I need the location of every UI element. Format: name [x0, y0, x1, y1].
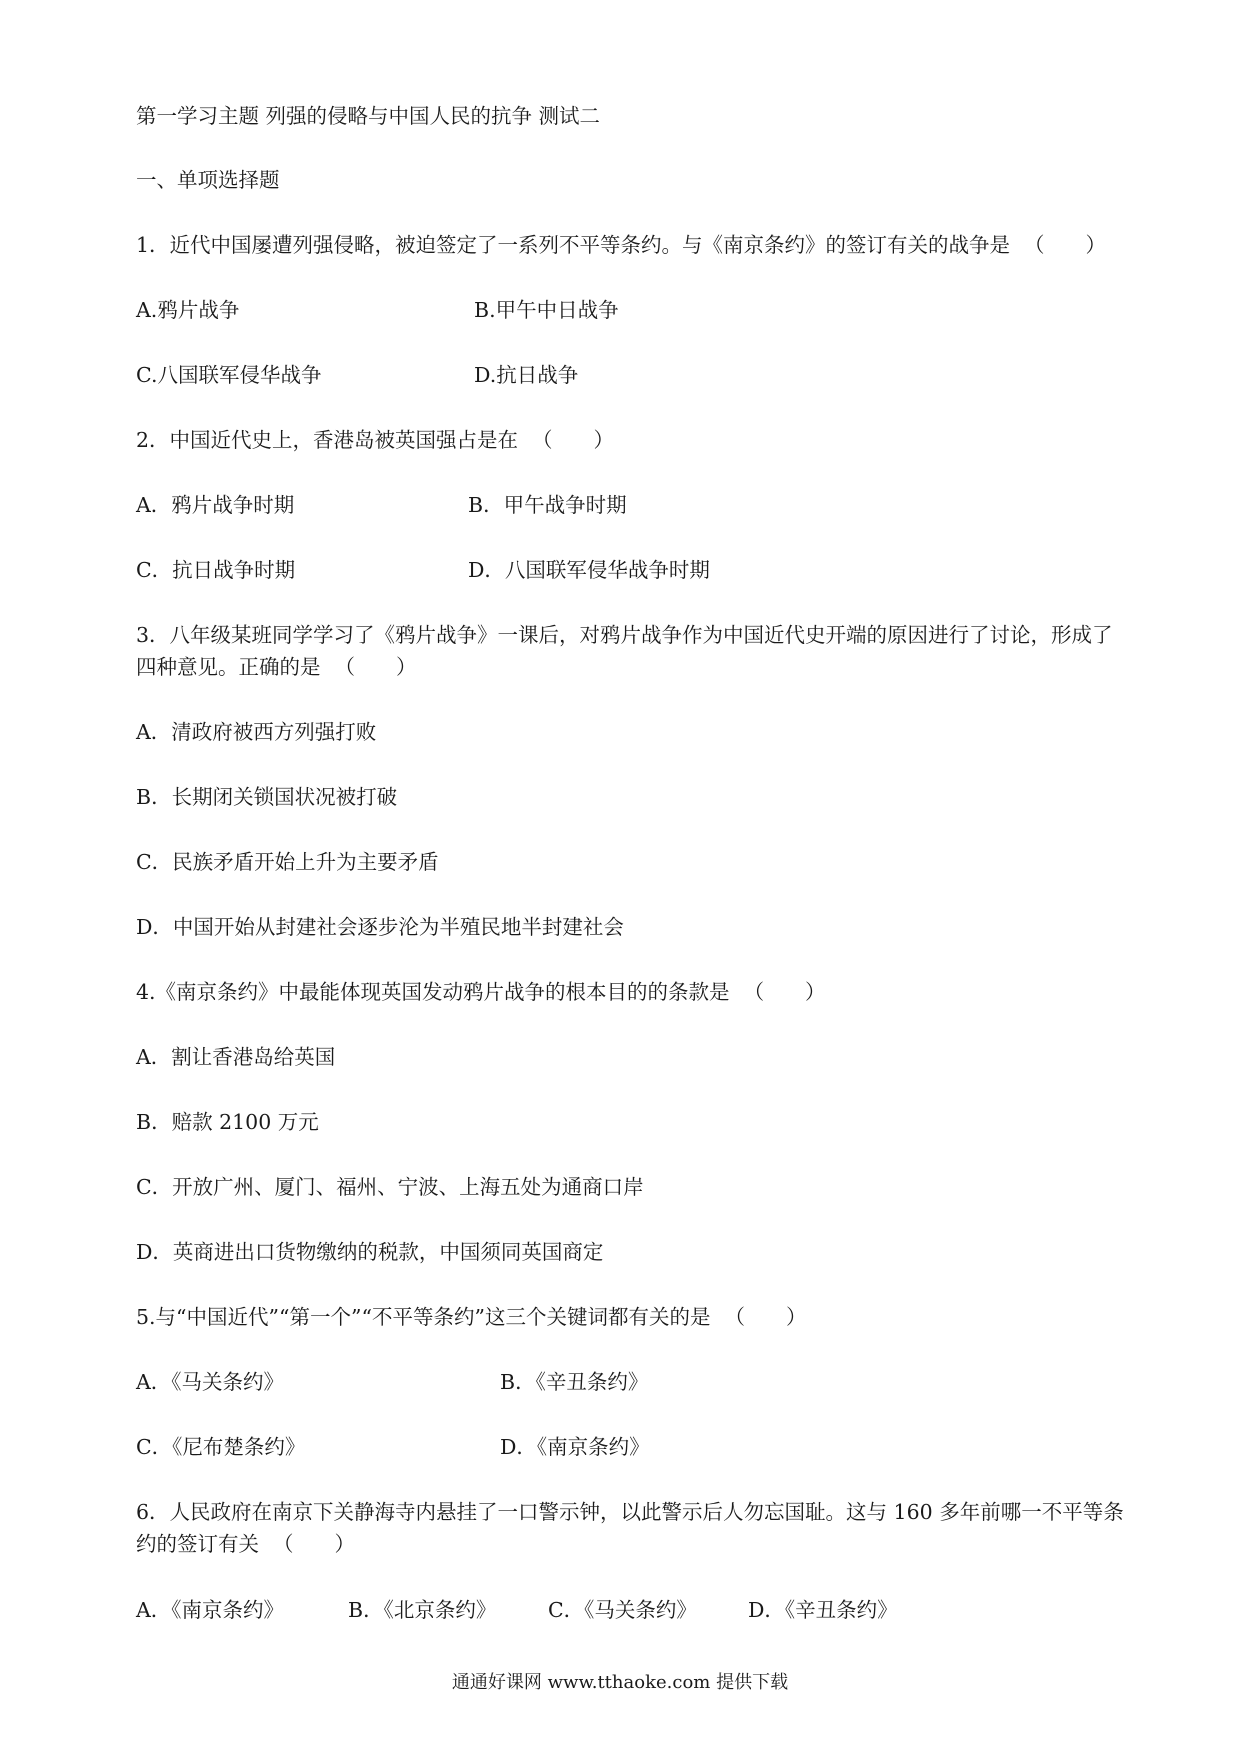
- q1-option-d: D.抗日战争: [474, 363, 579, 387]
- q6-option-b: B．《北京条约》: [348, 1598, 497, 1622]
- q6-option-c: C．《马关条约》: [548, 1598, 697, 1622]
- question-5-stem: 5.与“中国近代”“第一个”“不平等条约”这三个关键词都有关的是: [136, 1305, 711, 1329]
- question-6: [136, 1496, 1126, 1560]
- q1-option-b: B.甲午中日战争: [474, 298, 619, 322]
- q3-option-a: A．清政府被西方列强打败: [136, 720, 377, 744]
- q5-option-c: C．《尼布楚条约》: [136, 1435, 306, 1459]
- q1-option-a: A.鸦片战争: [136, 298, 240, 322]
- q3-option-b: B．长期闭关锁国状况被打破: [136, 785, 398, 809]
- question-4: [136, 976, 826, 1008]
- q5-option-b: B．《辛丑条约》: [500, 1370, 649, 1394]
- answer-paren: （ ）: [334, 655, 417, 679]
- question-4-stem: 4.《南京条约》中最能体现英国发动鸦片战争的根本目的的条款是: [136, 980, 730, 1004]
- q5-option-d: D．《南京条约》: [500, 1435, 650, 1459]
- q2-option-b: B．甲午战争时期: [468, 493, 627, 517]
- page-title: 第一学习主题 列强的侵略与中国人民的抗争 测试二: [136, 104, 601, 128]
- question-6-stem: 6．人民政府在南京下关静海寺内悬挂了一口警示钟，以此警示后人勿忘国耻。这与 160 多年前哪一不平等条约的签订有关: [136, 1500, 1124, 1556]
- question-1-stem: 1．近代中国屡遭列强侵略，被迫签定了一系列不平等条约。与《南京条约》的签订有关的战争是: [136, 233, 1011, 257]
- answer-paren: （ ）: [532, 428, 615, 452]
- q1-option-c: C.八国联军侵华战争: [136, 363, 322, 387]
- page-footer: 通通好课网 www.tthaoke.com 提供下载: [451, 1672, 789, 1693]
- q4-option-a: A．割让香港岛给英国: [136, 1045, 336, 1069]
- question-2: [136, 424, 614, 456]
- answer-paren: （ ）: [273, 1532, 355, 1556]
- q2-option-d: D．八国联军侵华战争时期: [468, 558, 710, 582]
- q4-option-b: B．赔款 2100 万元: [136, 1110, 319, 1134]
- question-3: [136, 619, 1126, 683]
- question-5: [136, 1301, 806, 1333]
- answer-paren: （ ）: [1024, 233, 1107, 257]
- question-2-stem: 2．中国近代史上，香港岛被英国强占是在: [136, 428, 519, 452]
- answer-paren: （ ）: [743, 980, 826, 1004]
- q2-option-c: C．抗日战争时期: [136, 558, 296, 582]
- q6-option-a: A．《南京条约》: [136, 1598, 285, 1622]
- question-3-stem: 3．八年级某班同学学习了《鸦片战争》一课后，对鸦片战争作为中国近代史开端的原因进行了讨论，形成了四种意见。正确的是: [136, 623, 1113, 679]
- section-heading: 一、单项选择题: [136, 168, 280, 192]
- q6-option-d: D．《辛丑条约》: [748, 1598, 898, 1622]
- q3-option-d: D．中国开始从封建社会逐步沦为半殖民地半封建社会: [136, 915, 624, 939]
- answer-paren: （ ）: [724, 1305, 807, 1329]
- q2-option-a: A．鸦片战争时期: [136, 493, 295, 517]
- q5-option-a: A．《马关条约》: [136, 1370, 285, 1394]
- q4-option-d: D．英商进出口货物缴纳的税款，中国须同英国商定: [136, 1240, 604, 1264]
- question-1: [136, 229, 1106, 261]
- q4-option-c: C．开放广州、厦门、福州、宁波、上海五处为通商口岸: [136, 1175, 644, 1199]
- q3-option-c: C．民族矛盾开始上升为主要矛盾: [136, 850, 439, 874]
